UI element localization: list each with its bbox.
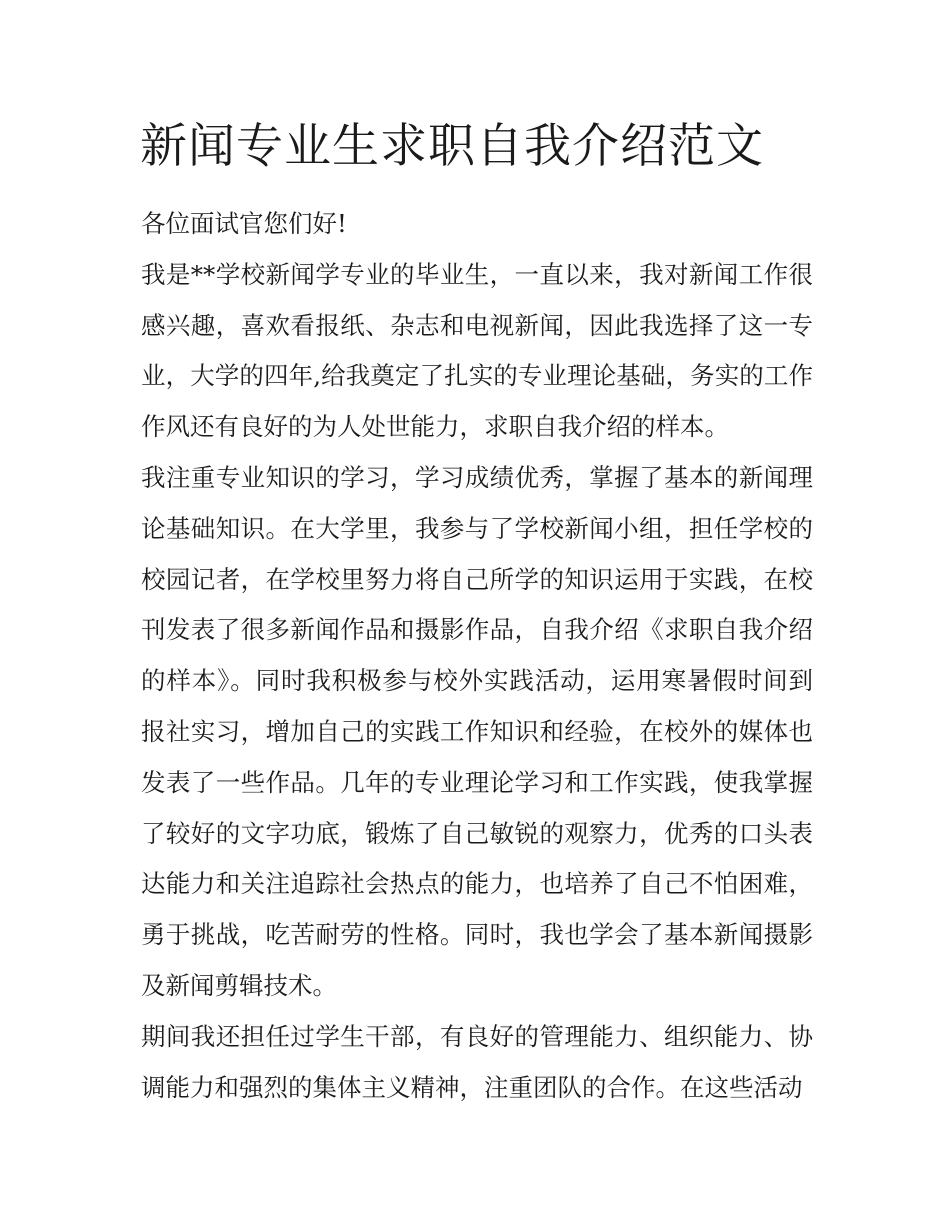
document-body bbox=[141, 199, 813, 1113]
paragraph-greeting: 各位面试官您们好! bbox=[141, 209, 347, 238]
paragraph-study-experience: 我注重专业知识的学习，学习成绩优秀，掌握了基本的新闻理论基础知识。在大学里，我参与了学校新闻小组，担任学校的校园记者，在学校里努力将自己所学的知识运用于实践，在校刊发表了很多新闻作品和摄影作品，自我介绍《求职自我介绍的样本》。同时我积极参与校外实践活动，运用寒暑假时间到报社实习，增加自己的实践工作知识和经验，在校外的媒体也发表了一些作品。几年的专业理论学习和工作实践，使我掌握了较好的文字功底，锻炼了自己敏锐的观察力，优秀的口头表达能力和关注追踪社会热点的能力，也培养了自己不怕困难，勇于挑战，吃苦耐劳的性格。同时，我也学会了基本新闻摄影及新闻剪辑技术。 bbox=[141, 462, 813, 1000]
document-title: 新闻专业生求职自我介绍范文 bbox=[140, 119, 764, 174]
paragraph-student-leader: 期间我还担任过学生干部，有良好的管理能力、组织能力、协调能力和强烈的集体主义精神，注重团队的合作。在这些活动 bbox=[141, 1021, 813, 1102]
paragraph-introduction: 我是**学校新闻学专业的毕业生，一直以来，我对新闻工作很感兴趣，喜欢看报纸、杂志和电视新闻，因此我选择了这一专业，大学的四年,给我奠定了扎实的专业理论基础，务实的工作作风还有良好的为人处世能力，求职自我介绍的样本。 bbox=[141, 259, 813, 442]
